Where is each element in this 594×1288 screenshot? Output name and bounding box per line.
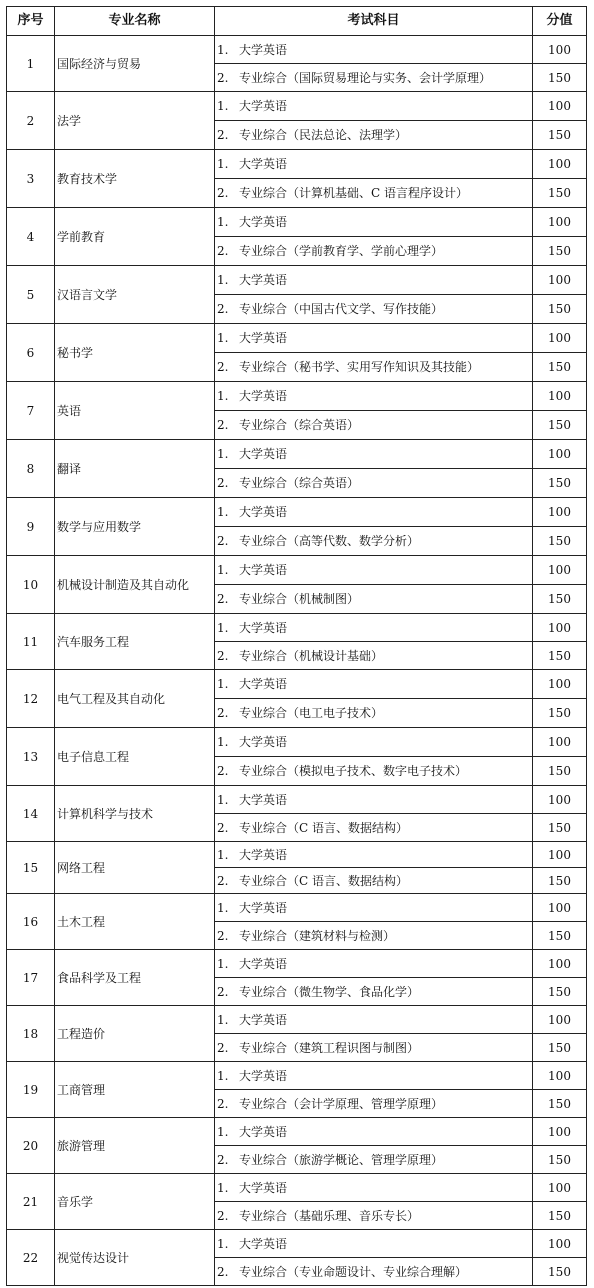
subject-cell [215, 36, 533, 64]
subject-name: 大学英语 [239, 273, 288, 287]
subject-index: 2. [217, 1096, 229, 1111]
header-score: 分值 [533, 7, 587, 36]
subject-index: 1. [217, 447, 229, 461]
subject-index: 2. [217, 186, 229, 200]
subject-index: 1. [217, 677, 229, 691]
exam-subjects-table [6, 6, 587, 1286]
score-cell: 100 [533, 1174, 587, 1202]
row-number: 3 [7, 150, 55, 208]
subject-name: 大学英语 [239, 1068, 288, 1083]
score-cell: 150 [533, 527, 587, 556]
score-cell: 100 [533, 614, 587, 642]
subject-index: 2. [217, 302, 229, 316]
major-name: 翻译 [55, 440, 215, 498]
subject-index: 2. [217, 1264, 229, 1279]
subject-cell [215, 382, 533, 411]
score-cell: 150 [533, 1202, 587, 1230]
subject-index: 2. [217, 244, 229, 258]
major-name: 视觉传达设计 [55, 1230, 215, 1286]
table-row [7, 440, 587, 469]
subject-name: 专业综合（国际贸易理论与实务、会计学原理） [239, 70, 492, 85]
score-cell: 100 [533, 150, 587, 179]
subject-cell [215, 527, 533, 556]
score-cell: 100 [533, 728, 587, 757]
subject-index: 1. [217, 956, 229, 971]
subject-index: 2. [217, 706, 229, 720]
subject-index: 1. [217, 331, 229, 345]
major-name: 计算机科学与技术 [55, 786, 215, 842]
subject-name: 大学英语 [239, 42, 288, 57]
major-name: 国际经济与贸易 [55, 36, 215, 92]
row-number: 12 [7, 670, 55, 728]
table-row [7, 498, 587, 527]
score-cell: 100 [533, 498, 587, 527]
subject-name: 大学英语 [239, 1124, 288, 1139]
subject-name: 大学英语 [239, 447, 288, 461]
subject-index: 1. [217, 157, 229, 171]
score-cell: 100 [533, 208, 587, 237]
subject-cell [215, 699, 533, 728]
table-row [7, 382, 587, 411]
score-cell: 100 [533, 786, 587, 814]
subject-cell [215, 1090, 533, 1118]
subject-name: 专业综合（建筑工程识图与制图） [239, 1040, 420, 1055]
subject-cell [215, 842, 533, 868]
subject-index: 1. [217, 1012, 229, 1027]
score-cell: 100 [533, 92, 587, 121]
score-cell: 100 [533, 670, 587, 699]
subject-cell [215, 121, 533, 150]
subject-cell [215, 1202, 533, 1230]
score-cell: 100 [533, 1006, 587, 1034]
major-name: 工程造价 [55, 1006, 215, 1062]
header-subjects: 考试科目 [215, 7, 533, 36]
major-name: 汽车服务工程 [55, 614, 215, 670]
major-name: 教育技术学 [55, 150, 215, 208]
subject-cell [215, 757, 533, 786]
subject-cell [215, 1174, 533, 1202]
subject-cell [215, 950, 533, 978]
subject-name: 专业综合（会计学原理、管理学原理） [239, 1096, 444, 1111]
subject-cell [215, 1006, 533, 1034]
subject-index: 1. [217, 1180, 229, 1195]
subject-name: 大学英语 [239, 847, 288, 862]
subject-name: 专业综合（C 语言、数据结构） [239, 820, 408, 835]
row-number: 5 [7, 266, 55, 324]
score-cell: 150 [533, 814, 587, 842]
major-name: 食品科学及工程 [55, 950, 215, 1006]
row-number: 17 [7, 950, 55, 1006]
subject-name: 专业综合（C 语言、数据结构） [239, 873, 408, 888]
score-cell: 150 [533, 1258, 587, 1286]
subject-cell [215, 353, 533, 382]
major-name: 工商管理 [55, 1062, 215, 1118]
score-cell: 150 [533, 642, 587, 670]
subject-index: 2. [217, 873, 229, 888]
subject-name: 大学英语 [239, 677, 288, 691]
subject-index: 2. [217, 418, 229, 432]
header-row [7, 7, 587, 36]
score-cell: 150 [533, 757, 587, 786]
table-row [7, 842, 587, 868]
subject-cell [215, 179, 533, 208]
subject-cell [215, 1118, 533, 1146]
subject-index: 1. [217, 900, 229, 915]
table-row [7, 950, 587, 978]
subject-cell [215, 670, 533, 699]
table-row [7, 266, 587, 295]
subject-cell [215, 1146, 533, 1174]
header-major: 专业名称 [55, 7, 215, 36]
subject-name: 专业综合（基础乐理、音乐专长） [239, 1208, 420, 1223]
subject-name: 专业综合（计算机基础、C 语言程序设计） [239, 186, 468, 200]
score-cell: 150 [533, 237, 587, 266]
row-number: 16 [7, 894, 55, 950]
subject-name: 大学英语 [239, 389, 288, 403]
score-cell: 100 [533, 1118, 587, 1146]
subject-name: 大学英语 [239, 99, 288, 113]
score-cell: 150 [533, 868, 587, 894]
table-row [7, 670, 587, 699]
subject-name: 专业综合（学前教育学、学前心理学） [239, 244, 444, 258]
table-row [7, 1062, 587, 1090]
subject-name: 专业综合（建筑材料与检测） [239, 928, 396, 943]
subject-cell [215, 208, 533, 237]
major-name: 音乐学 [55, 1174, 215, 1230]
major-name: 电子信息工程 [55, 728, 215, 786]
subject-name: 专业综合（综合英语） [239, 476, 360, 490]
row-number: 21 [7, 1174, 55, 1230]
major-name: 电气工程及其自动化 [55, 670, 215, 728]
subject-index: 2. [217, 70, 229, 85]
row-number: 19 [7, 1062, 55, 1118]
subject-cell [215, 1230, 533, 1258]
score-cell: 100 [533, 324, 587, 353]
subject-cell [215, 585, 533, 614]
subject-index: 2. [217, 128, 229, 142]
subject-cell [215, 868, 533, 894]
subject-cell [215, 1258, 533, 1286]
table-row [7, 92, 587, 121]
row-number: 4 [7, 208, 55, 266]
subject-index: 1. [217, 42, 229, 57]
score-cell: 100 [533, 266, 587, 295]
row-number: 20 [7, 1118, 55, 1174]
subject-index: 2. [217, 928, 229, 943]
major-name: 网络工程 [55, 842, 215, 894]
subject-name: 专业综合（电工电子技术） [239, 706, 384, 720]
row-number: 6 [7, 324, 55, 382]
major-name: 机械设计制造及其自动化 [55, 556, 215, 614]
row-number: 11 [7, 614, 55, 670]
row-number: 1 [7, 36, 55, 92]
table-row [7, 1230, 587, 1258]
major-name: 土木工程 [55, 894, 215, 950]
subject-index: 1. [217, 1124, 229, 1139]
table-row [7, 1006, 587, 1034]
score-cell: 100 [533, 950, 587, 978]
score-cell: 150 [533, 295, 587, 324]
subject-name: 大学英语 [239, 792, 288, 807]
subject-cell [215, 786, 533, 814]
score-cell: 100 [533, 556, 587, 585]
subject-cell [215, 614, 533, 642]
subject-name: 专业综合（机械设计基础） [239, 648, 384, 663]
row-number: 22 [7, 1230, 55, 1286]
subject-name: 大学英语 [239, 157, 288, 171]
subject-index: 1. [217, 215, 229, 229]
table-row [7, 208, 587, 237]
major-name: 英语 [55, 382, 215, 440]
subject-index: 1. [217, 563, 229, 577]
row-number: 13 [7, 728, 55, 786]
subject-cell [215, 1034, 533, 1062]
subject-name: 专业综合（秘书学、实用写作知识及其技能） [239, 360, 480, 374]
table-row [7, 36, 587, 64]
subject-index: 1. [217, 1236, 229, 1251]
score-cell: 100 [533, 1230, 587, 1258]
score-cell: 100 [533, 382, 587, 411]
table-row [7, 556, 587, 585]
score-cell: 150 [533, 121, 587, 150]
subject-cell [215, 324, 533, 353]
score-cell: 150 [533, 64, 587, 92]
row-number: 15 [7, 842, 55, 894]
subject-cell [215, 411, 533, 440]
score-cell: 150 [533, 922, 587, 950]
subject-name: 大学英语 [239, 620, 288, 635]
subject-name: 大学英语 [239, 1236, 288, 1251]
subject-index: 1. [217, 735, 229, 749]
subject-name: 专业综合（民法总论、法理学） [239, 128, 408, 142]
subject-cell [215, 295, 533, 324]
subject-name: 大学英语 [239, 215, 288, 229]
subject-name: 大学英语 [239, 505, 288, 519]
subject-name: 专业综合（高等代数、数学分析） [239, 534, 420, 548]
subject-index: 2. [217, 1040, 229, 1055]
subject-cell [215, 92, 533, 121]
table-row [7, 786, 587, 814]
subject-cell [215, 64, 533, 92]
table-row [7, 1174, 587, 1202]
subject-index: 1. [217, 273, 229, 287]
table-row [7, 614, 587, 642]
subject-index: 2. [217, 592, 229, 606]
row-number: 8 [7, 440, 55, 498]
score-cell: 150 [533, 1090, 587, 1118]
subject-index: 2. [217, 476, 229, 490]
subject-index: 2. [217, 534, 229, 548]
subject-index: 1. [217, 1068, 229, 1083]
subject-name: 大学英语 [239, 1180, 288, 1195]
score-cell: 150 [533, 179, 587, 208]
subject-name: 专业综合（模拟电子技术、数字电子技术） [239, 764, 468, 778]
subject-name: 专业综合（综合英语） [239, 418, 360, 432]
major-name: 秘书学 [55, 324, 215, 382]
row-number: 9 [7, 498, 55, 556]
subject-name: 专业综合（机械制图） [239, 592, 360, 606]
subject-name: 大学英语 [239, 331, 288, 345]
subject-cell [215, 642, 533, 670]
subject-name: 专业综合（旅游学概论、管理学原理） [239, 1152, 444, 1167]
subject-cell [215, 266, 533, 295]
subject-cell [215, 440, 533, 469]
score-cell: 100 [533, 894, 587, 922]
subject-cell [215, 469, 533, 498]
row-number: 14 [7, 786, 55, 842]
score-cell: 100 [533, 440, 587, 469]
subject-cell [215, 978, 533, 1006]
subject-name: 专业综合（中国古代文学、写作技能） [239, 302, 444, 316]
subject-cell [215, 728, 533, 757]
subject-cell [215, 814, 533, 842]
subject-index: 1. [217, 792, 229, 807]
subject-index: 2. [217, 360, 229, 374]
subject-name: 大学英语 [239, 735, 288, 749]
subject-index: 1. [217, 389, 229, 403]
table-row [7, 728, 587, 757]
subject-index: 1. [217, 505, 229, 519]
subject-index: 2. [217, 1208, 229, 1223]
major-name: 法学 [55, 92, 215, 150]
subject-cell [215, 150, 533, 179]
subject-name: 大学英语 [239, 563, 288, 577]
score-cell: 100 [533, 1062, 587, 1090]
score-cell: 100 [533, 842, 587, 868]
subject-cell [215, 1062, 533, 1090]
score-cell: 150 [533, 1146, 587, 1174]
subject-index: 1. [217, 620, 229, 635]
major-name: 汉语言文学 [55, 266, 215, 324]
score-cell: 150 [533, 411, 587, 440]
subject-index: 2. [217, 764, 229, 778]
row-number: 7 [7, 382, 55, 440]
table-row [7, 1118, 587, 1146]
major-name: 学前教育 [55, 208, 215, 266]
subject-cell [215, 498, 533, 527]
subject-index: 2. [217, 648, 229, 663]
score-cell: 150 [533, 1034, 587, 1062]
subject-cell [215, 556, 533, 585]
score-cell: 150 [533, 699, 587, 728]
subject-name: 大学英语 [239, 1012, 288, 1027]
score-cell: 150 [533, 469, 587, 498]
major-name: 旅游管理 [55, 1118, 215, 1174]
subject-name: 大学英语 [239, 956, 288, 971]
header-no: 序号 [7, 7, 55, 36]
row-number: 18 [7, 1006, 55, 1062]
subject-index: 1. [217, 99, 229, 113]
subject-index: 2. [217, 820, 229, 835]
table-row [7, 894, 587, 922]
table-row [7, 324, 587, 353]
subject-index: 2. [217, 1152, 229, 1167]
score-cell: 150 [533, 353, 587, 382]
score-cell: 100 [533, 36, 587, 64]
subject-cell [215, 237, 533, 266]
row-number: 10 [7, 556, 55, 614]
subject-cell [215, 894, 533, 922]
subject-index: 2. [217, 984, 229, 999]
major-name: 数学与应用数学 [55, 498, 215, 556]
table-row [7, 150, 587, 179]
subject-name: 大学英语 [239, 900, 288, 915]
subject-cell [215, 922, 533, 950]
score-cell: 150 [533, 585, 587, 614]
row-number: 2 [7, 92, 55, 150]
score-cell: 150 [533, 978, 587, 1006]
subject-index: 1. [217, 847, 229, 862]
subject-name: 专业综合（微生物学、食品化学） [239, 984, 420, 999]
subject-name: 专业综合（专业命题设计、专业综合理解） [239, 1264, 468, 1279]
table-body [7, 36, 587, 1286]
